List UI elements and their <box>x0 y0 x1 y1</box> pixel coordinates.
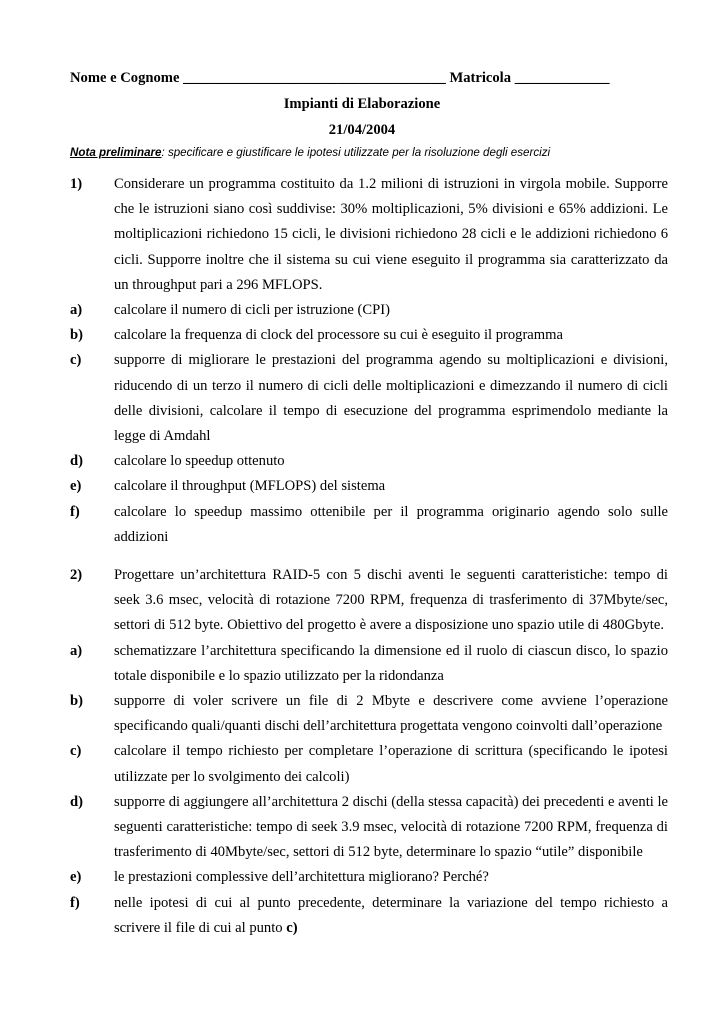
name-label: Nome e Cognome <box>70 70 180 86</box>
question-text: supporre di migliorare le prestazioni del programma agendo su moltiplicazioni e divisioni, riducendo di un terzo il numero di cicli delle moltiplicazioni e dimezzando il numero di cicli delle divisioni, calcolare il tempo di esecuzione del programma esprimendolo mediante la legge di Amdahl <box>114 352 668 445</box>
question-text: le prestazioni complessive dell’architettura migliorano? Perché? <box>114 869 489 886</box>
note-text: : specificare e giustificare le ipotesi utilizzate per la risoluzione degli esercizi <box>161 146 551 159</box>
preliminary-note <box>70 146 550 159</box>
note-label: Nota preliminare <box>70 146 162 159</box>
question-label: d) <box>70 453 83 470</box>
question-item <box>70 348 668 449</box>
question-item <box>70 298 668 323</box>
course-title: Impianti di Elaborazione <box>283 96 441 112</box>
question-label: f) <box>70 503 80 520</box>
question-text: calcolare la frequenza di clock del processore su cui è eseguito il programma <box>114 327 563 344</box>
question-item <box>70 474 668 499</box>
question-label: b) <box>70 693 83 710</box>
question-label: c) <box>70 352 82 369</box>
question-label: c) <box>70 743 82 760</box>
question-text <box>114 891 668 941</box>
name-blank: ____________________________________ <box>183 70 446 86</box>
exam-date: 21/04/2004 <box>328 122 396 138</box>
exercise-text: Progettare un’architettura RAID-5 con 5 dischi aventi le seguenti caratteristiche: tempo di seek 3.6 msec, velocità di rotazione 7200 RPM, frequenza di trasferimento di 37Mbyte/sec, settori di 512 byte. Obiettivo del progetto è avere a disposizione uno spazio utile di 480Gbyte. <box>114 567 668 634</box>
question-text: calcolare lo speedup ottenuto <box>114 453 285 470</box>
exercise-statement <box>70 563 668 639</box>
question-label: e) <box>70 478 82 495</box>
question-text: calcolare il tempo richiesto per completare l’operazione di scrittura (specificando le ipotesi utilizzate per lo svolgimento dei calcoli) <box>114 743 668 785</box>
question-item <box>70 449 668 474</box>
question-text: calcolare lo speedup massimo ottenibile per il programma originario agendo solo sulle addizioni <box>114 503 668 545</box>
question-item <box>70 790 668 866</box>
question-reference: c) <box>286 919 298 936</box>
question-text: supporre di aggiungere all’architettura 2 dischi (della stessa capacità) dei precedenti e aventi le seguenti caratteristiche: tempo di seek 3.9 msec, velocità di rotazione 7200 RPM, frequenza di trasferimento di 40Mbyte/sec, settori di 512 byte, determinare lo spazio “utile” disponibile <box>114 793 668 861</box>
matricola-blank: _____________ <box>514 70 610 86</box>
exercise-statement <box>70 172 668 298</box>
student-info-line <box>70 70 610 87</box>
exercise-text: Considerare un programma costituito da 1.2 milioni di istruzioni in virgola mobile. Supporre che le istruzioni siano così suddivise: 30% moltiplicazioni, 5% divisioni e 65% addizioni. Le moltiplicazioni richiedono 15 cicli, le divisioni richiedono 28 cicli e le addizioni richiedono 6 cicli. Supporre inoltre che il sistema su cui viene eseguito il programma sia caratterizzato da un throughput pari a 296 MFLOPS. <box>114 176 668 293</box>
exercise-2 <box>70 563 668 941</box>
question-label: b) <box>70 327 83 344</box>
question-label: a) <box>70 642 83 659</box>
question-item <box>70 500 668 550</box>
exercise-number: 1) <box>70 176 83 192</box>
question-item <box>70 739 668 789</box>
question-text: schematizzare l’architettura specificando la dimensione ed il ruolo di ciascun disco, lo spazio totale disponibile e lo spazio utilizzato per la ridondanza <box>114 642 668 684</box>
question-label: e) <box>70 869 82 886</box>
question-item <box>70 639 668 689</box>
question-item <box>70 891 668 941</box>
question-item <box>70 865 668 890</box>
question-text-body: nelle ipotesi di cui al punto precedente, determinare la variazione del tempo richiesto a scrivere il file di cui al punto <box>114 894 668 936</box>
question-label: a) <box>70 302 83 319</box>
question-item <box>70 689 668 739</box>
exercise-number: 2) <box>70 567 83 583</box>
question-text: calcolare il throughput (MFLOPS) del sistema <box>114 478 386 495</box>
question-label: d) <box>70 793 83 810</box>
exercise-1 <box>70 172 668 550</box>
question-label: f) <box>70 894 80 911</box>
matricola-label: Matricola <box>449 70 512 86</box>
question-text: calcolare il numero di cicli per istruzione (CPI) <box>114 302 390 319</box>
question-text: supporre di voler scrivere un file di 2 Mbyte e descrivere come avviene l’operazione specificando quali/quanti dischi dell’architettura progettata vengono coinvolti dall’operazione <box>114 693 668 735</box>
question-item <box>70 323 668 348</box>
